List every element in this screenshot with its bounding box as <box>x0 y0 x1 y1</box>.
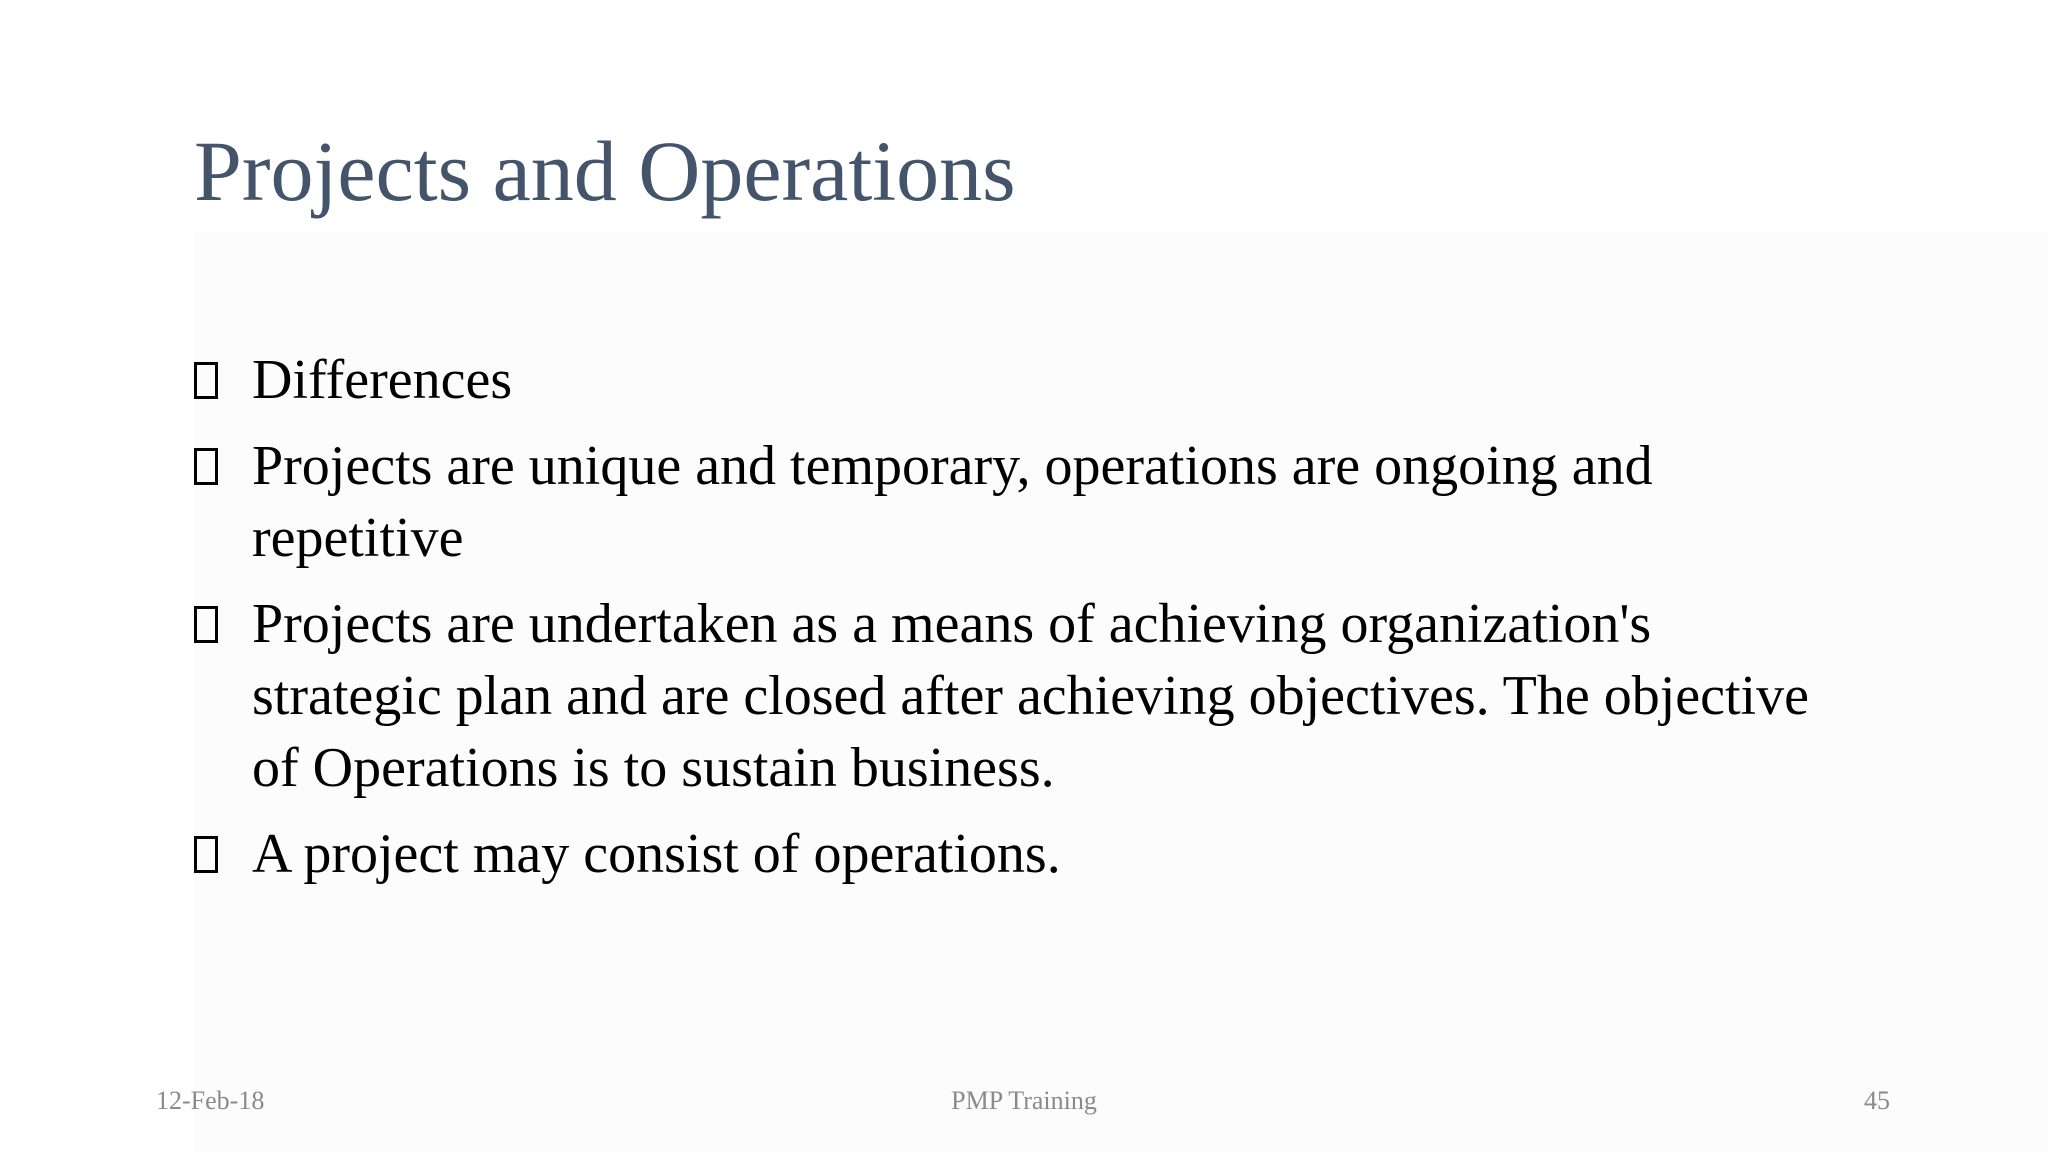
square-bullet-icon <box>194 448 218 485</box>
bullet-item <box>194 588 1854 804</box>
bullet-list <box>194 344 1854 904</box>
square-bullet-icon <box>194 836 218 873</box>
slide-title: Projects and Operations <box>194 123 1016 219</box>
bullet-text: Projects are undertaken as a means of achieving organization's strategic plan and are closed after achieving objectives. The objective of Operations is to sustain business. <box>252 593 1809 799</box>
bullet-text: A project may consist of operations. <box>252 823 1061 885</box>
bullet-item <box>194 818 1854 890</box>
footer-title: PMP Training <box>951 1086 1097 1115</box>
footer-date: 12-Feb-18 <box>156 1086 265 1115</box>
square-bullet-icon <box>194 362 218 399</box>
bullet-item <box>194 344 1854 416</box>
bullet-item <box>194 430 1854 574</box>
slide-number: 45 <box>1864 1086 1890 1115</box>
bullet-text: Projects are unique and temporary, operations are ongoing and repetitive <box>252 435 1653 569</box>
square-bullet-icon <box>194 606 218 643</box>
bullet-text: Differences <box>252 349 513 411</box>
